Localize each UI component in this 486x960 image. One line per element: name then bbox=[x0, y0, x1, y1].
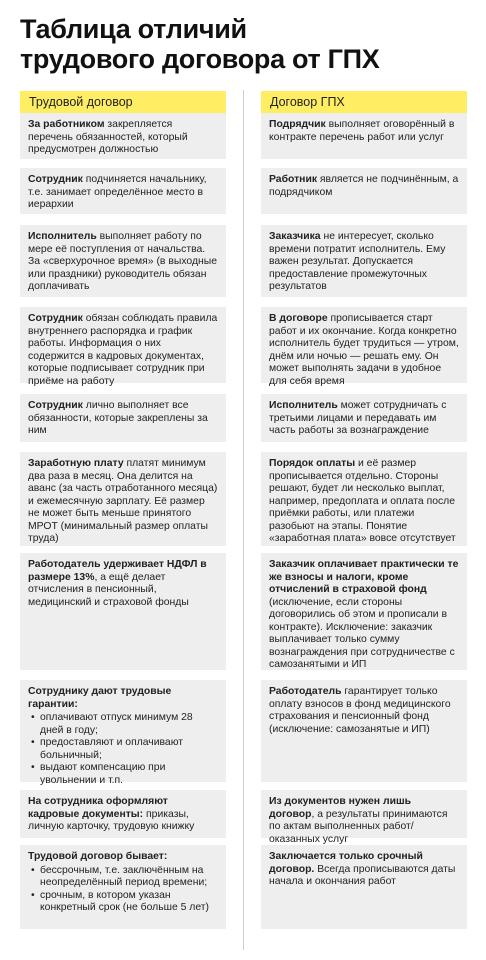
card-left-2 bbox=[20, 225, 226, 297]
list-item: • бессрочным, т.е. заключённым на неопределённый период времени; bbox=[28, 865, 218, 890]
card-left-0-bold: За работником bbox=[28, 119, 105, 130]
card-right-5-bold: Порядок оплаты bbox=[269, 458, 356, 469]
card-right-1 bbox=[261, 168, 467, 214]
card-left-6 bbox=[20, 553, 226, 670]
card-right-7 bbox=[261, 680, 467, 782]
card-left-1 bbox=[20, 168, 226, 214]
card-left-3-bold: Сотрудник bbox=[28, 313, 83, 324]
card-right-6 bbox=[261, 553, 467, 670]
card-left-9 bbox=[20, 845, 226, 929]
card-left-4-text: лично выполняет все обязанности, которые закреплены за ним bbox=[28, 400, 208, 436]
list-item: • выдают компенсацию при увольнении и т.п. bbox=[28, 762, 218, 787]
card-left-8-bold: На сотрудника оформляют кадровые документы: bbox=[28, 796, 168, 820]
card-right-2 bbox=[261, 225, 467, 297]
header-gph-contract: Договор ГПХ bbox=[261, 91, 467, 113]
card-left-1-text: подчиняется начальнику, т.е. занимает определённое место в иерархии bbox=[28, 174, 207, 210]
card-left-8 bbox=[20, 790, 226, 838]
card-left-4 bbox=[20, 394, 226, 442]
card-right-5-text: и её размер прописывается отдельно. Стороны решают, будет ли несколько выплат, например, предоплата и оплата после приёмки работы, или платежи разобьют на этапы. Понятие «заработная плата» вовсе отсутствует bbox=[269, 458, 456, 544]
card-left-9-list bbox=[28, 865, 218, 915]
card-right-8-bold: Из документов нужен лишь договор bbox=[269, 796, 412, 820]
card-left-7 bbox=[20, 680, 226, 786]
card-right-0 bbox=[261, 113, 467, 159]
card-right-6-bold: Заказчик оплачивает практически те же взносы и налоги, кроме отчислений в страховой фонд bbox=[269, 559, 459, 595]
card-right-2-bold: Заказчика bbox=[269, 231, 321, 242]
card-right-6-text: (исключение, если стороны договорились об этом и прописали в контракте). Исключение: заказчик выплачивает только сумму вознаграждения при сотрудничестве с самозанятыми и ИП bbox=[269, 596, 455, 670]
header-employment-contract: Трудовой договор bbox=[20, 91, 226, 113]
card-right-9-bold: Заключается только срочный договор. bbox=[269, 851, 423, 875]
card-right-3 bbox=[261, 307, 467, 387]
card-right-4-bold: Исполнитель bbox=[269, 400, 338, 411]
card-left-4-bold: Сотрудник bbox=[28, 400, 83, 411]
card-right-8-text: , а результаты принимаются по актам выполненных работ/оказанных услуг bbox=[269, 808, 448, 845]
card-left-9-bold: Трудовой договор бывает: bbox=[28, 851, 168, 862]
card-left-5-text: платят минимум два раза в месяц. Она делится на аванс (за часть отработанного месяца) и ежемесячную зарплату. Её размер не может быть меньше принятого МРОТ (минимальный размер оплаты труда) bbox=[28, 458, 218, 544]
card-left-0 bbox=[20, 113, 226, 159]
card-right-5 bbox=[261, 452, 467, 546]
card-right-2-text: не интересует, сколько времени потратит исполнитель. Ему важен результат. Допускается предоставление промежуточных результатов bbox=[269, 231, 446, 292]
card-right-3-text: прописывается старт работ и их окончание. Когда конкретно исполнитель будет трудиться — утром, днём или ночью — решать ему. Он может выполнять задачи в удобное для себя время bbox=[269, 313, 459, 387]
card-right-7-bold: Работодатель bbox=[269, 686, 342, 697]
card-right-9 bbox=[261, 845, 467, 929]
card-right-3-bold: В договоре bbox=[269, 313, 328, 324]
page-title-line-1: Таблица отличий bbox=[20, 14, 247, 44]
card-left-6-text: , а ещё делает отчисления в пенсионный, медицинский и страховой фонды bbox=[28, 571, 189, 608]
page-title bbox=[20, 14, 470, 74]
card-left-3-text: обязан соблюдать правила внутреннего распорядка и график работы. Информация о них содержится в кадровых документах, которые подписывает сотрудник при приёме на работу bbox=[28, 313, 218, 387]
card-right-1-bold: Работник bbox=[269, 174, 318, 185]
card-left-2-text: выполняет работу по мере её поступления от начальства. За «сверхурочное время» (в выходные или праздники) руководитель обязан доплачивать bbox=[28, 231, 218, 292]
card-left-8-text: приказы, личную карточку, трудовую книжку bbox=[28, 808, 195, 832]
list-item: • срочным, в котором указан конкретный срок (не больше 5 лет) bbox=[28, 890, 218, 915]
column-divider bbox=[243, 90, 244, 950]
card-left-1-bold: Сотрудник bbox=[28, 174, 83, 185]
card-left-5 bbox=[20, 452, 226, 546]
list-item: • оплачивают отпуск минимум 28 дней в году; bbox=[28, 712, 218, 737]
card-right-7-text: гарантирует только оплату взносов в фонд медицинского страхования и пенсионный фонд (исключение: самозанятые и ИП) bbox=[269, 686, 451, 735]
card-right-1-text: является не подчинённым, а подрядчиком bbox=[269, 174, 459, 198]
card-right-4-text: может сотрудничать с третьими лицами и передавать им часть работы за вознаграждение bbox=[269, 400, 447, 436]
card-left-7-list bbox=[28, 712, 218, 787]
card-right-0-text: выполняет оговорённый в контракте перечень работ или услуг bbox=[269, 119, 455, 143]
card-right-8 bbox=[261, 790, 467, 845]
card-right-9-text: Всегда прописываются даты начала и окончания работ bbox=[269, 863, 456, 887]
card-left-7-bold: Сотруднику дают трудовые гарантии: bbox=[28, 686, 172, 710]
card-left-2-bold: Исполнитель bbox=[28, 231, 97, 242]
card-left-0-text: закрепляется перечень обязанностей, который предусмотрен должностью bbox=[28, 119, 188, 155]
card-left-3 bbox=[20, 307, 226, 387]
page-title-line-2: трудового договора от ГПХ bbox=[20, 44, 380, 74]
card-left-5-bold: Заработную плату bbox=[28, 458, 124, 469]
card-right-4 bbox=[261, 394, 467, 442]
card-right-0-bold: Подрядчик bbox=[269, 119, 326, 130]
list-item: • предоставляют и оплачивают больничный; bbox=[28, 737, 218, 762]
card-left-6-bold: Работодатель удерживает НДФЛ в размере 13% bbox=[28, 559, 207, 583]
